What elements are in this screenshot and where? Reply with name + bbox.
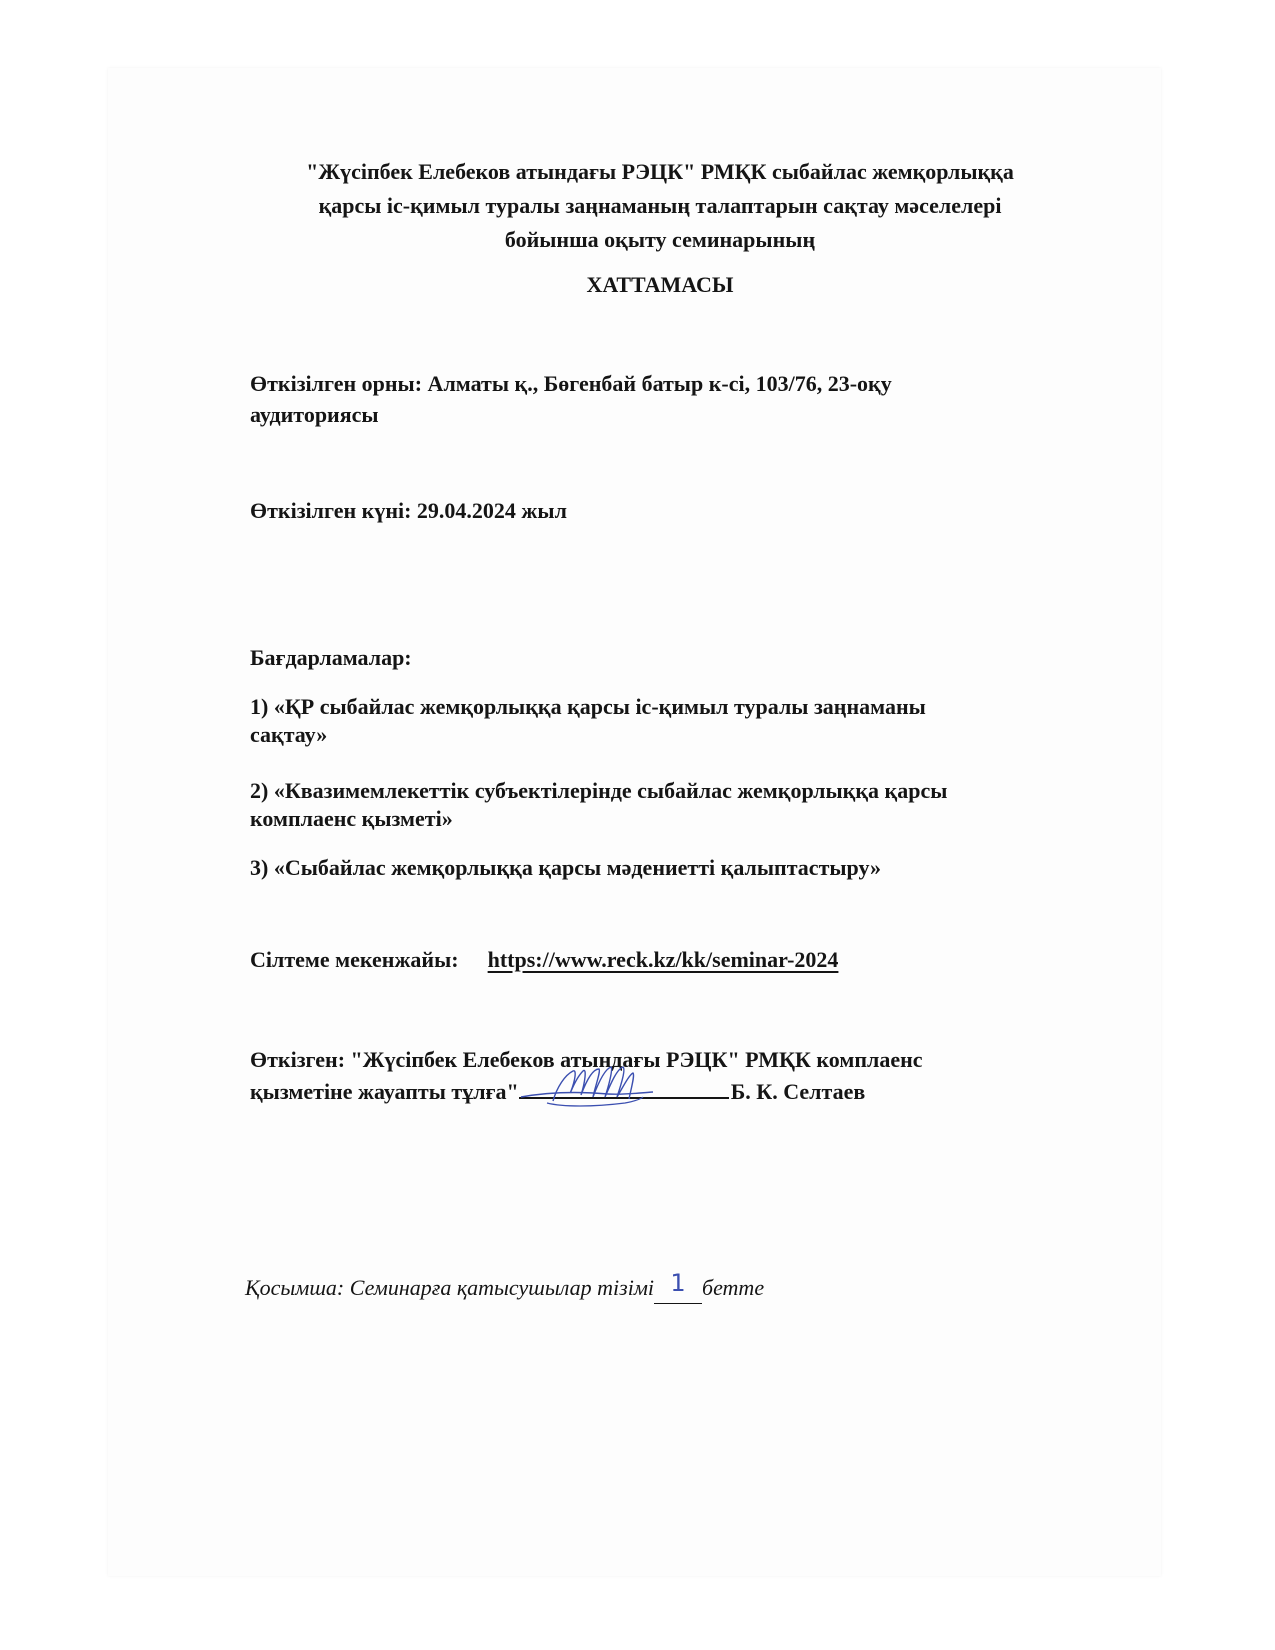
annex-note [245, 1269, 765, 1304]
conducted-by-line-1: Өткізген: "Жүсіпбек Елебеков атындағы РЭЦК" РМҚК комплаенс [250, 1047, 923, 1072]
conducted-by-line-2 [250, 1075, 865, 1108]
annex-page-count-blank [654, 1269, 702, 1304]
responsible-person-label: қызметіне жауапты тұлға" [250, 1079, 519, 1104]
program-item-2-line-2: комплаенс қызметі» [250, 806, 453, 831]
document-type-heading: ХАТТАМАСЫ [586, 272, 734, 297]
program-item-3: 3) «Сыбайлас жемқорлыққа қарсы мәдениетті қалыптастыру» [250, 855, 882, 880]
reference-row [250, 943, 838, 976]
event-date: Өткізілген күні: 29.04.2024 жыл [250, 498, 567, 523]
title-line-2: қарсы іс-қимыл туралы заңнаманың талаптарын сақтау мәселелері [318, 193, 1002, 218]
annex-label: Қосымша: Семинарға қатысушылар тізімі [245, 1275, 654, 1300]
annex-page-count: 1 [670, 1269, 686, 1297]
signature-line [519, 1075, 729, 1099]
program-item-1-line-2: сақтау» [250, 722, 328, 747]
signer-name: Б. К. Селтаев [730, 1079, 866, 1104]
program-item-2-line-1: 2) «Квазимемлекеттік субъектілерінде сыбайлас жемқорлыққа қарсы [250, 778, 948, 803]
programs-heading: Бағдарламалар: [250, 645, 412, 670]
venue-line-2: аудиториясы [250, 402, 379, 427]
reference-link[interactable]: https://www.reck.kz/kk/seminar-2024 [487, 947, 839, 972]
title-line-3: бойынша оқыту семинарының [504, 227, 816, 252]
annex-suffix: бетте [702, 1275, 765, 1300]
reference-label: Сілтеме мекенжайы: [250, 947, 459, 972]
signature-mark [513, 1057, 673, 1115]
venue-line-1: Өткізілген орны: Алматы қ., Бөгенбай батыр к-сі, 103/76, 23-оқу [250, 371, 892, 396]
program-item-1-line-1: 1) «ҚР сыбайлас жемқорлыққа қарсы іс-қимыл туралы заңнаманы [250, 694, 926, 719]
title-line-1: "Жүсіпбек Елебеков атындағы РЭЦК" РМҚК сыбайлас жемқорлыққа [306, 159, 1014, 184]
